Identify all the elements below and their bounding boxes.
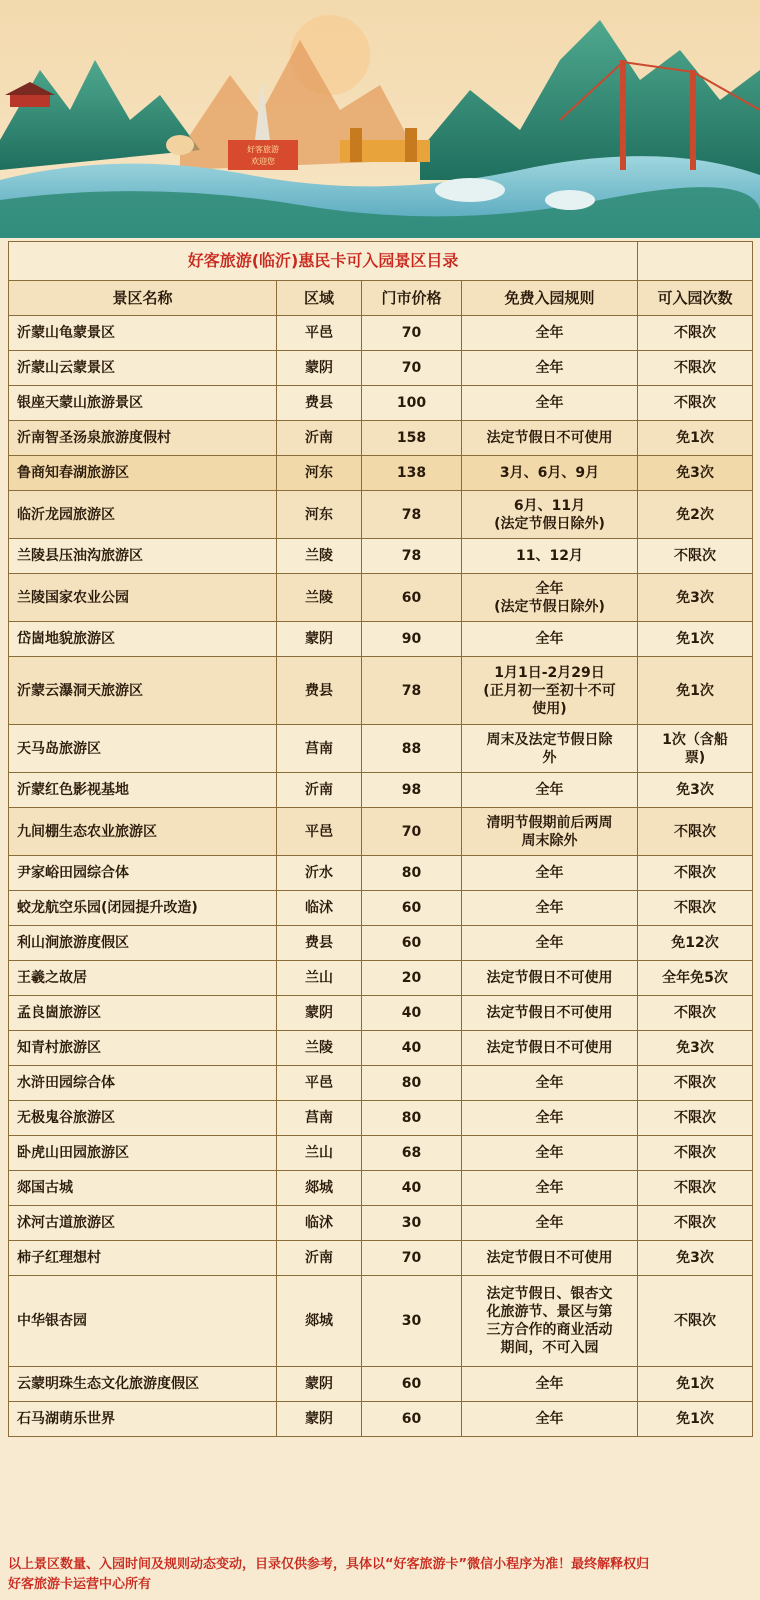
cell-price: 30 [362, 1206, 462, 1241]
times-line: 不限次 [674, 1215, 717, 1231]
cell-price: 78 [362, 657, 462, 725]
rule-line: 化旅游节、景区与第 [486, 1304, 613, 1320]
cell-price: 60 [362, 1402, 462, 1437]
cell-rule [462, 1402, 638, 1437]
rule-line: 法定节假日不可使用 [486, 970, 613, 986]
cell-area: 沂水 [277, 856, 362, 891]
cell-area: 平邑 [277, 808, 362, 856]
table-row [9, 657, 753, 725]
table-row [9, 1136, 753, 1171]
rule-line: 全年 [535, 1145, 564, 1161]
cell-times [638, 926, 753, 961]
rule-line: 全年 [535, 935, 564, 951]
cell-name: 沂蒙山云蒙景区 [9, 351, 277, 386]
cell-rule [462, 657, 638, 725]
cell-price: 60 [362, 1367, 462, 1402]
cell-area: 郯城 [277, 1171, 362, 1206]
cell-times [638, 1276, 753, 1367]
cell-price: 30 [362, 1276, 462, 1367]
rule-line: 周末及法定节假日除 [486, 731, 613, 748]
times-line: 不限次 [674, 900, 717, 916]
table-row [9, 574, 753, 622]
table-row [9, 1101, 753, 1136]
cell-area: 兰山 [277, 1136, 362, 1171]
table-row [9, 1402, 753, 1437]
rule-line: 全年 [535, 1215, 564, 1231]
scenic-spot-table [8, 241, 753, 1437]
cell-price: 60 [362, 926, 462, 961]
cell-rule [462, 856, 638, 891]
banner-sign-line2: 欢迎您 [251, 157, 275, 166]
cell-rule [462, 1241, 638, 1276]
cell-price: 90 [362, 622, 462, 657]
cell-rule [462, 926, 638, 961]
cell-times [638, 456, 753, 491]
rule-line: 清明节假期前后两周 [486, 814, 613, 831]
cell-times [638, 1206, 753, 1241]
cell-area: 蒙阴 [277, 622, 362, 657]
cell-area: 莒南 [277, 725, 362, 773]
table-title-empty-cell [638, 242, 753, 281]
table-row [9, 1241, 753, 1276]
cell-area: 临沭 [277, 1206, 362, 1241]
cell-price: 70 [362, 808, 462, 856]
cell-price: 78 [362, 539, 462, 574]
times-line: 免1次 [676, 430, 714, 446]
cell-name: 沂南智圣汤泉旅游度假村 [9, 421, 277, 456]
cell-name: 兰陵国家农业公园 [9, 574, 277, 622]
rule-line: 全年 [535, 900, 564, 916]
cell-area: 河东 [277, 491, 362, 539]
times-line: 不限次 [674, 1145, 717, 1161]
cell-price: 60 [362, 891, 462, 926]
cell-area: 蒙阴 [277, 1367, 362, 1402]
cell-area: 平邑 [277, 316, 362, 351]
cell-price: 138 [362, 456, 462, 491]
cell-area: 莒南 [277, 1101, 362, 1136]
cell-area: 河东 [277, 456, 362, 491]
times-line: 免1次 [676, 682, 714, 699]
cell-times [638, 1241, 753, 1276]
cell-times [638, 1031, 753, 1066]
times-line: 票) [684, 749, 706, 766]
cell-rule [462, 773, 638, 808]
table-row [9, 961, 753, 996]
cell-price: 40 [362, 1171, 462, 1206]
cell-area: 费县 [277, 926, 362, 961]
table-row [9, 1031, 753, 1066]
cell-rule [462, 351, 638, 386]
cell-price: 70 [362, 1241, 462, 1276]
cell-name: 尹家峪田园综合体 [9, 856, 277, 891]
cell-rule [462, 1066, 638, 1101]
header-name: 景区名称 [9, 281, 277, 316]
cell-rule [462, 539, 638, 574]
table-row [9, 773, 753, 808]
times-line: 免3次 [676, 589, 714, 606]
cell-rule [462, 996, 638, 1031]
footer-disclaimer [8, 1555, 756, 1595]
table-row [9, 926, 753, 961]
table-row [9, 808, 753, 856]
cell-price: 80 [362, 1066, 462, 1101]
times-line: 免12次 [671, 935, 719, 951]
table-row [9, 891, 753, 926]
cell-name: 九间棚生态农业旅游区 [9, 808, 277, 856]
cell-times [638, 574, 753, 622]
times-line: 不限次 [674, 395, 717, 411]
rule-line: 法定节假日不可使用 [486, 1250, 613, 1266]
times-line: 1次（含船 [662, 731, 728, 748]
cell-area: 兰陵 [277, 574, 362, 622]
cell-name: 柿子红理想村 [9, 1241, 277, 1276]
cell-times [638, 996, 753, 1031]
cell-name: 银座天蒙山旅游景区 [9, 386, 277, 421]
cell-name: 无极鬼谷旅游区 [9, 1101, 277, 1136]
cell-rule [462, 421, 638, 456]
cell-rule [462, 456, 638, 491]
cell-name: 孟良崮旅游区 [9, 996, 277, 1031]
times-line: 不限次 [674, 325, 717, 341]
cell-rule [462, 1367, 638, 1402]
times-line: 不限次 [674, 1075, 717, 1091]
cell-price: 70 [362, 351, 462, 386]
rule-line: 3月、6月、9月 [499, 465, 600, 481]
rule-line: 三方合作的商业活动 [486, 1322, 613, 1338]
rule-line: 全年 [535, 1180, 564, 1196]
cell-area: 兰陵 [277, 539, 362, 574]
cell-price: 20 [362, 961, 462, 996]
times-line: 不限次 [674, 360, 717, 376]
rule-line: (法定节假日除外) [494, 515, 605, 532]
header-rule: 免费入园规则 [462, 281, 638, 316]
cell-price: 80 [362, 1101, 462, 1136]
header-times: 可入园次数 [638, 281, 753, 316]
cell-name: 鲁商知春湖旅游区 [9, 456, 277, 491]
cell-times [638, 773, 753, 808]
times-line: 不限次 [674, 865, 717, 881]
scenic-spot-table-container [8, 241, 752, 1437]
rule-line: 6月、11月 [513, 497, 586, 514]
cell-price: 80 [362, 856, 462, 891]
cell-rule [462, 1171, 638, 1206]
cell-name: 岱崮地貌旅游区 [9, 622, 277, 657]
cell-price: 40 [362, 1031, 462, 1066]
cell-area: 兰陵 [277, 1031, 362, 1066]
times-line: 免3次 [676, 465, 714, 481]
cell-name: 卧虎山田园旅游区 [9, 1136, 277, 1171]
cell-rule [462, 1101, 638, 1136]
rule-line: 11、12月 [516, 548, 583, 564]
cell-name: 石马湖萌乐世界 [9, 1402, 277, 1437]
table-row [9, 1066, 753, 1101]
table-row [9, 491, 753, 539]
table-row [9, 351, 753, 386]
rule-line: 法定节假日不可使用 [486, 1005, 613, 1021]
times-line: 免1次 [676, 1411, 714, 1427]
cell-price: 60 [362, 574, 462, 622]
times-line: 不限次 [674, 1005, 717, 1021]
cell-times [638, 1066, 753, 1101]
cell-area: 蒙阴 [277, 351, 362, 386]
table-row [9, 456, 753, 491]
rule-line: (正月初一至初十不可 [483, 682, 616, 699]
cell-times [638, 491, 753, 539]
cell-times [638, 539, 753, 574]
cell-name: 沂蒙云瀑洞天旅游区 [9, 657, 277, 725]
rule-line: 全年 [535, 1075, 564, 1091]
cell-name: 沂蒙红色影视基地 [9, 773, 277, 808]
cell-times [638, 657, 753, 725]
rule-line: 全年 [535, 580, 564, 597]
cell-name: 沭河古道旅游区 [9, 1206, 277, 1241]
cell-area: 沂南 [277, 421, 362, 456]
cell-name: 兰陵县压油沟旅游区 [9, 539, 277, 574]
table-row [9, 316, 753, 351]
header-price: 门市价格 [362, 281, 462, 316]
table-row [9, 996, 753, 1031]
cell-rule [462, 725, 638, 773]
rule-line: 全年 [535, 1411, 564, 1427]
table-row [9, 1206, 753, 1241]
rule-line: 期间，不可入园 [500, 1340, 599, 1356]
rule-line: 外 [542, 749, 557, 766]
cell-times [638, 808, 753, 856]
cell-times [638, 1136, 753, 1171]
rule-line: 法定节假日不可使用 [486, 430, 613, 446]
rule-line: (法定节假日除外) [494, 598, 605, 615]
times-line: 不限次 [674, 1180, 717, 1196]
footer-line-1: 以上景区数量、入园时间及规则动态变动，目录仅供参考，具体以“好客旅游卡”微信小程序为准！最终解释权归 [8, 1557, 650, 1572]
times-line: 免1次 [676, 1376, 714, 1392]
table-row [9, 856, 753, 891]
cell-name: 中华银杏园 [9, 1276, 277, 1367]
cell-area: 兰山 [277, 961, 362, 996]
rule-line: 全年 [535, 1376, 564, 1392]
header-banner-illustration [0, 0, 760, 238]
cell-name: 知青村旅游区 [9, 1031, 277, 1066]
cell-price: 100 [362, 386, 462, 421]
rule-line: 法定节假日、银杏文 [486, 1286, 613, 1302]
cell-rule [462, 1136, 638, 1171]
cell-area: 蒙阴 [277, 996, 362, 1031]
cell-rule [462, 386, 638, 421]
table-row [9, 1171, 753, 1206]
cell-rule [462, 622, 638, 657]
table-row [9, 622, 753, 657]
header-area: 区域 [277, 281, 362, 316]
cell-times [638, 1367, 753, 1402]
times-line: 免1次 [676, 631, 714, 647]
table-row [9, 1367, 753, 1402]
cell-rule [462, 808, 638, 856]
cell-area: 郯城 [277, 1276, 362, 1367]
cell-name: 利山涧旅游度假区 [9, 926, 277, 961]
times-line: 全年免5次 [662, 970, 728, 986]
banner-sign-line1: 好客旅游 [247, 145, 279, 154]
cell-rule [462, 1031, 638, 1066]
times-line: 免3次 [676, 1040, 714, 1056]
cell-times [638, 856, 753, 891]
cell-times [638, 961, 753, 996]
cell-price: 40 [362, 996, 462, 1031]
times-line: 不限次 [674, 1110, 717, 1126]
table-row [9, 539, 753, 574]
rule-line: 全年 [535, 1110, 564, 1126]
rule-line: 使用) [532, 700, 567, 717]
cell-times [638, 421, 753, 456]
rule-line: 全年 [535, 395, 564, 411]
cell-times [638, 1402, 753, 1437]
times-line: 免3次 [676, 1250, 714, 1266]
rule-line: 全年 [535, 360, 564, 376]
cell-area: 费县 [277, 386, 362, 421]
cell-name: 云蒙明珠生态文化旅游度假区 [9, 1367, 277, 1402]
times-line: 不限次 [674, 1313, 717, 1329]
table-row [9, 421, 753, 456]
cell-rule [462, 961, 638, 996]
cell-rule [462, 316, 638, 351]
cell-rule [462, 1276, 638, 1367]
rule-line: 法定节假日不可使用 [486, 1040, 613, 1056]
cell-price: 88 [362, 725, 462, 773]
rule-line: 全年 [535, 325, 564, 341]
cell-times [638, 316, 753, 351]
cell-area: 临沭 [277, 891, 362, 926]
rule-line: 1月1日-2月29日 [494, 664, 605, 681]
cell-price: 70 [362, 316, 462, 351]
cell-price: 68 [362, 1136, 462, 1171]
times-line: 免2次 [676, 506, 714, 523]
rule-line: 全年 [535, 631, 564, 647]
times-line: 免3次 [676, 782, 714, 798]
cell-times [638, 1101, 753, 1136]
cell-rule [462, 891, 638, 926]
cell-name: 蛟龙航空乐园(闭园提升改造) [9, 891, 277, 926]
rule-line: 全年 [535, 782, 564, 798]
footer-line-2: 好客旅游卡运营中心所有 [8, 1577, 152, 1592]
cell-rule [462, 574, 638, 622]
cell-area: 沂南 [277, 1241, 362, 1276]
cell-times [638, 622, 753, 657]
rule-line: 周末除外 [521, 832, 578, 849]
cell-price: 98 [362, 773, 462, 808]
cell-name: 王羲之故居 [9, 961, 277, 996]
table-row [9, 386, 753, 421]
cell-times [638, 1171, 753, 1206]
cell-name: 临沂龙园旅游区 [9, 491, 277, 539]
cell-rule [462, 491, 638, 539]
cell-name: 水浒田园综合体 [9, 1066, 277, 1101]
cell-area: 费县 [277, 657, 362, 725]
table-row [9, 725, 753, 773]
cell-times [638, 725, 753, 773]
table-row [9, 1276, 753, 1367]
rule-line: 全年 [535, 865, 564, 881]
cell-price: 78 [362, 491, 462, 539]
cell-times [638, 891, 753, 926]
cell-name: 天马岛旅游区 [9, 725, 277, 773]
cell-area: 蒙阴 [277, 1402, 362, 1437]
cell-price: 158 [362, 421, 462, 456]
cell-rule [462, 1206, 638, 1241]
cell-area: 平邑 [277, 1066, 362, 1101]
cell-name: 郯国古城 [9, 1171, 277, 1206]
times-line: 不限次 [674, 548, 717, 564]
cell-area: 沂南 [277, 773, 362, 808]
cell-times [638, 351, 753, 386]
times-line: 不限次 [674, 823, 717, 840]
cell-times [638, 386, 753, 421]
table-title: 好客旅游(临沂)惠民卡可入园景区目录 [9, 242, 638, 281]
cell-name: 沂蒙山龟蒙景区 [9, 316, 277, 351]
